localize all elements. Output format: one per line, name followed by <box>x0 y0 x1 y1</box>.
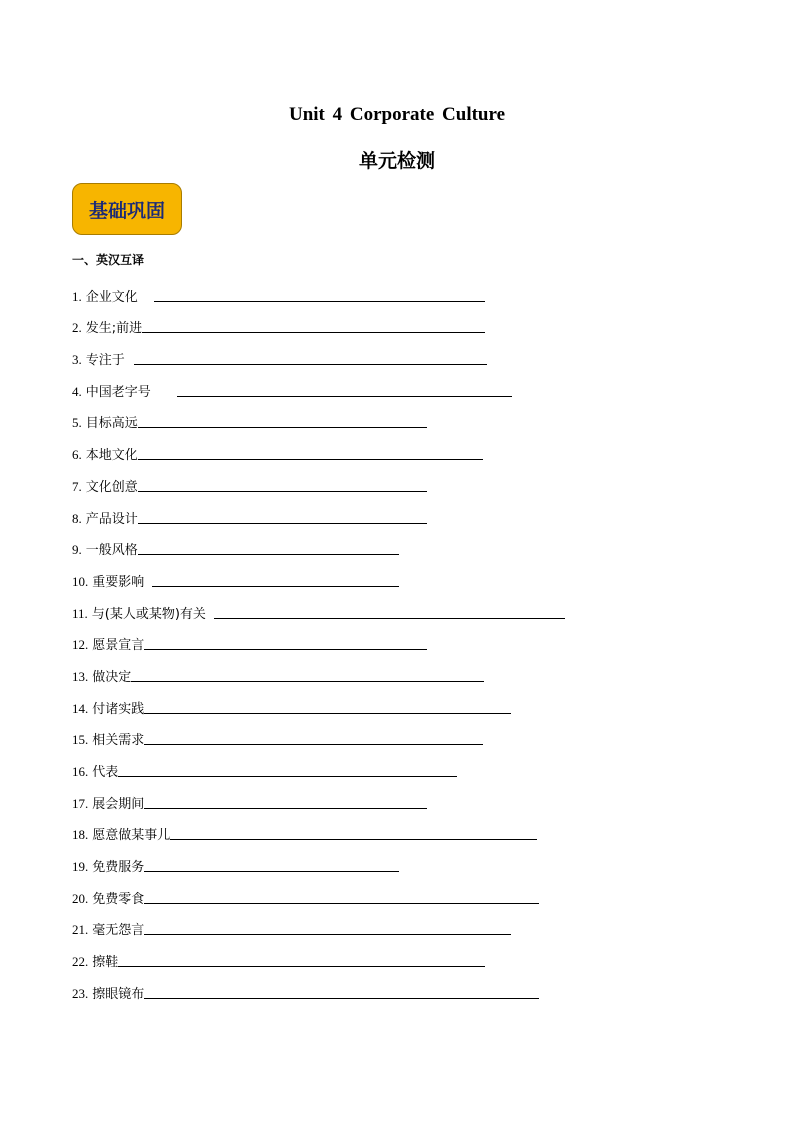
answer-blank[interactable] <box>138 490 427 492</box>
item-number: 7. <box>72 478 82 494</box>
item-number: 20. <box>72 890 89 906</box>
exercise-item <box>72 501 752 533</box>
answer-blank[interactable] <box>138 426 427 428</box>
item-text: 免费零食 <box>92 891 145 907</box>
item-text: 做决定 <box>92 669 132 685</box>
answer-blank[interactable] <box>144 933 511 935</box>
exercise-item <box>72 564 752 596</box>
item-text: 付诸实践 <box>92 701 145 717</box>
item-text: 本地文化 <box>85 448 138 464</box>
item-number: 5. <box>72 415 82 431</box>
exercise-list <box>72 279 752 1008</box>
item-text: 展会期间 <box>92 796 145 812</box>
item-text: 与(某人或某物)有关 <box>91 606 206 622</box>
item-text: 目标高远 <box>85 416 138 432</box>
item-number: 4. <box>72 383 82 399</box>
item-number: 8. <box>72 510 82 526</box>
item-text: 专注于 <box>85 353 125 369</box>
item-number: 14. <box>72 700 89 716</box>
exercise-item <box>72 976 752 1008</box>
page-title: Unit 4 Corporate Culture <box>288 104 506 125</box>
exercise-item <box>72 437 752 469</box>
answer-blank[interactable] <box>142 331 485 333</box>
answer-blank[interactable] <box>154 300 485 302</box>
exercise-item <box>72 818 752 850</box>
answer-blank[interactable] <box>138 553 399 555</box>
exercise-item <box>72 723 752 755</box>
item-number: 23. <box>72 985 89 1001</box>
exercise-item <box>72 342 752 374</box>
item-text: 重要影响 <box>92 574 145 590</box>
answer-blank[interactable] <box>144 807 427 809</box>
item-number: 21. <box>72 922 89 938</box>
exercise-item <box>72 754 752 786</box>
answer-blank[interactable] <box>144 870 399 872</box>
item-number: 3. <box>72 352 82 368</box>
answer-blank[interactable] <box>152 585 399 587</box>
answer-blank[interactable] <box>118 775 457 777</box>
item-text: 免费服务 <box>92 860 145 876</box>
item-number: 10. <box>72 573 89 589</box>
item-number: 9. <box>72 542 82 558</box>
answer-blank[interactable] <box>118 965 485 967</box>
item-number: 12. <box>72 637 89 653</box>
exercise-item <box>72 311 752 343</box>
exercise-item <box>72 786 752 818</box>
answer-blank[interactable] <box>144 712 511 714</box>
item-text: 愿景宣言 <box>92 638 145 654</box>
item-text: 一般风格 <box>85 543 138 559</box>
item-text: 企业文化 <box>85 289 138 305</box>
answer-blank[interactable] <box>144 902 539 904</box>
item-text: 中国老字号 <box>85 384 151 400</box>
exercise-item <box>72 881 752 913</box>
item-number: 2. <box>72 320 82 336</box>
section-badge-label: 基础巩固 <box>88 199 165 222</box>
item-number: 16. <box>72 764 89 779</box>
item-text: 毫无怨言 <box>92 923 145 939</box>
answer-blank[interactable] <box>214 617 565 619</box>
answer-blank[interactable] <box>177 395 512 397</box>
answer-blank[interactable] <box>144 743 483 745</box>
answer-blank[interactable] <box>144 997 539 999</box>
item-text: 擦眼镜布 <box>92 986 145 1002</box>
item-number: 13. <box>72 668 89 684</box>
item-text: 文化创意 <box>85 479 138 495</box>
answer-blank[interactable] <box>170 838 537 840</box>
item-text: 产品设计 <box>85 511 138 527</box>
item-number: 22. <box>72 954 89 970</box>
exercise-item <box>72 406 752 438</box>
answer-blank[interactable] <box>134 363 487 365</box>
item-text: 愿意做某事儿 <box>92 828 171 844</box>
answer-blank[interactable] <box>138 458 483 460</box>
item-text: 代表 <box>92 765 119 780</box>
item-text: 发生;前进 <box>85 321 143 337</box>
item-number: 18. <box>72 827 89 843</box>
section-heading: 一、英汉互译 <box>72 253 145 267</box>
exercise-item <box>72 628 752 660</box>
exercise-item <box>72 533 752 565</box>
exercise-item <box>72 913 752 945</box>
exercise-item <box>72 659 752 691</box>
answer-blank[interactable] <box>138 522 427 524</box>
item-number: 17. <box>72 795 89 811</box>
item-text: 擦鞋 <box>92 955 119 971</box>
exercise-item <box>72 849 752 881</box>
item-number: 19. <box>72 859 89 875</box>
answer-blank[interactable] <box>131 680 484 682</box>
exercise-item <box>72 944 752 976</box>
item-text: 相关需求 <box>92 733 145 749</box>
item-number: 15. <box>72 732 89 748</box>
item-number: 11. <box>72 605 88 621</box>
exercise-item <box>72 691 752 723</box>
exercise-item <box>72 279 752 311</box>
section-badge <box>72 183 182 235</box>
item-number: 6. <box>72 447 82 463</box>
exercise-item <box>72 469 752 501</box>
answer-blank[interactable] <box>144 648 427 650</box>
page-subtitle: 单元检测 <box>358 150 435 172</box>
exercise-item <box>72 596 752 628</box>
exercise-item <box>72 374 752 406</box>
item-number: 1. <box>72 288 82 304</box>
